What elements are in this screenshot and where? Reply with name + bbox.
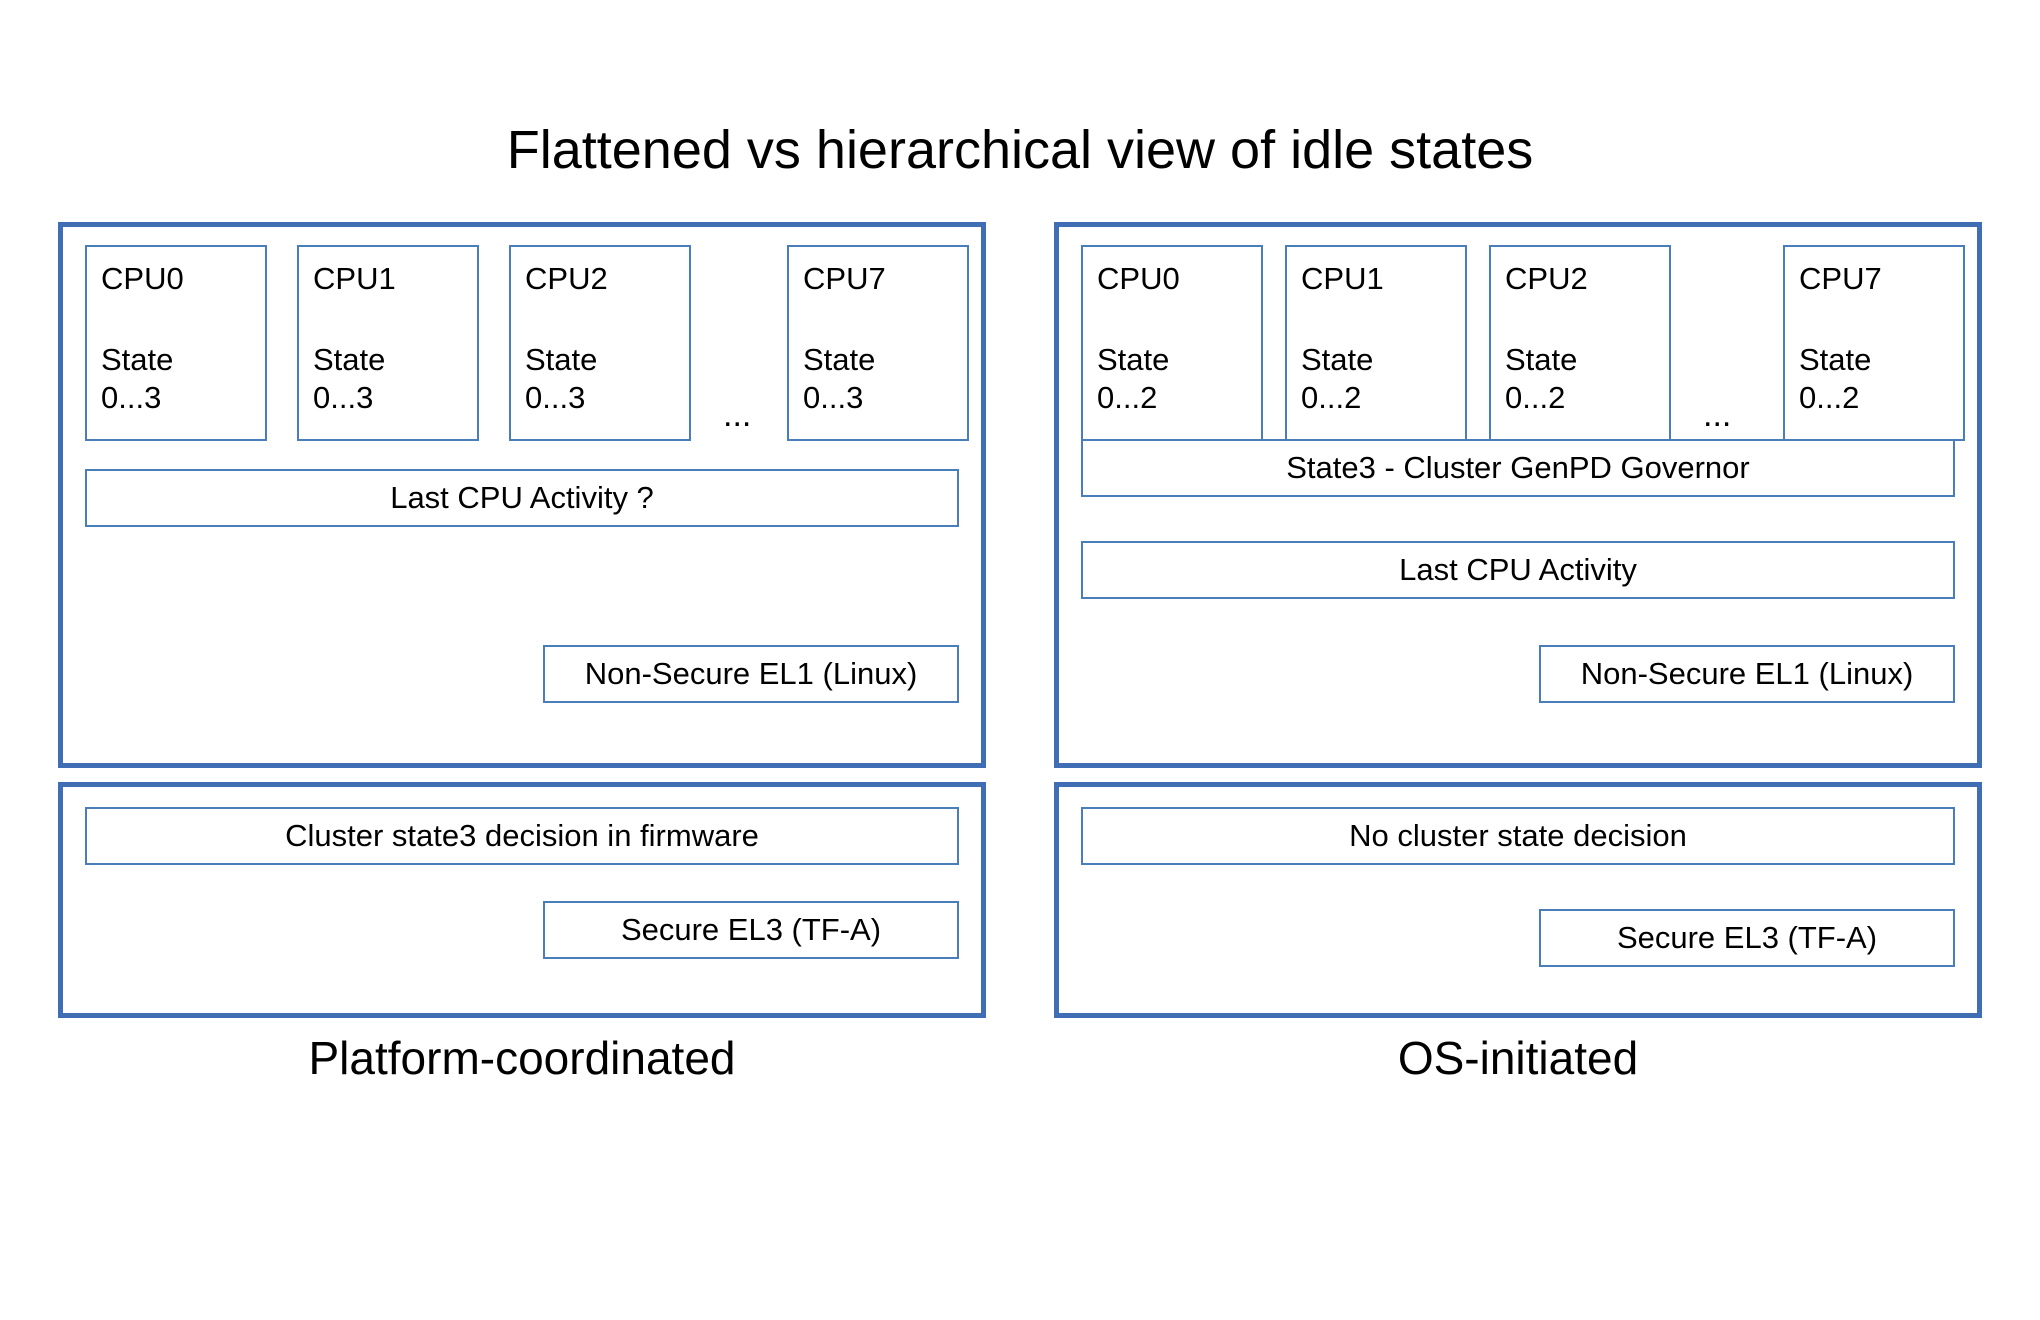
cpu-box-1-right bbox=[1285, 245, 1467, 441]
cpu-state-range: State 0...2 bbox=[1505, 342, 1578, 415]
cpu-label: CPU1 bbox=[313, 261, 396, 296]
exception-level-label-left-fw: Secure EL3 (TF-A) bbox=[543, 901, 959, 959]
cpu-state-range: State 0...3 bbox=[101, 342, 174, 415]
firmware-layer-box-right bbox=[1054, 782, 1982, 1018]
cpu-state-range: State 0...3 bbox=[313, 342, 386, 415]
cpu-label: CPU2 bbox=[525, 261, 608, 296]
no-cluster-decision-bar: No cluster state decision bbox=[1081, 807, 1955, 865]
cpu-state-range: State 0...3 bbox=[525, 342, 598, 415]
cpu-row-right bbox=[1081, 245, 1955, 441]
cpu-box-0-left bbox=[85, 245, 267, 441]
cpu-label: CPU2 bbox=[1505, 261, 1588, 296]
cpu-box-2-right bbox=[1489, 245, 1671, 441]
diagram-column-platform-coordinated bbox=[58, 222, 986, 1018]
cluster-genpd-governor-bar: State3 - Cluster GenPD Governor bbox=[1081, 439, 1955, 497]
cpu-state-range: State 0...3 bbox=[803, 342, 876, 415]
exception-level-label-right-fw: Secure EL3 (TF-A) bbox=[1539, 909, 1955, 967]
exception-level-label-right-os: Non-Secure EL1 (Linux) bbox=[1539, 645, 1955, 703]
cpu-label: CPU0 bbox=[101, 261, 184, 296]
os-layer-box-right bbox=[1054, 222, 1982, 768]
last-cpu-activity-bar-right: Last CPU Activity bbox=[1081, 541, 1955, 599]
cpu-label: CPU7 bbox=[803, 261, 886, 296]
cpu-box-2-left bbox=[509, 245, 691, 441]
last-cpu-activity-bar-left: Last CPU Activity ? bbox=[85, 469, 959, 527]
diagram-column-os-initiated bbox=[1054, 222, 1982, 1018]
cpu-label: CPU0 bbox=[1097, 261, 1180, 296]
cpu-label: CPU1 bbox=[1301, 261, 1384, 296]
cpu-box-0-right bbox=[1081, 245, 1263, 441]
caption-os-initiated: OS-initiated bbox=[1397, 1032, 1639, 1084]
os-layer-box-left bbox=[58, 222, 986, 768]
cpu-ellipsis-left: ... bbox=[723, 396, 752, 434]
cpu-box-7-right bbox=[1783, 245, 1965, 441]
cpu-state-range: State 0...2 bbox=[1799, 342, 1872, 415]
cpu-box-1-left bbox=[297, 245, 479, 441]
page-title: Flattened vs hierarchical view of idle states bbox=[506, 120, 1534, 180]
cpu-box-7-left bbox=[787, 245, 969, 441]
cluster-decision-bar-left: Cluster state3 decision in firmware bbox=[85, 807, 959, 865]
cpu-state-range: State 0...2 bbox=[1097, 342, 1170, 415]
exception-level-label-left-os: Non-Secure EL1 (Linux) bbox=[543, 645, 959, 703]
cpu-label: CPU7 bbox=[1799, 261, 1882, 296]
cpu-row-left bbox=[85, 245, 959, 441]
caption-platform-coordinated: Platform-coordinated bbox=[308, 1032, 736, 1084]
cpu-ellipsis-right: ... bbox=[1703, 396, 1732, 434]
cpu-state-range: State 0...2 bbox=[1301, 342, 1374, 415]
firmware-layer-box-left bbox=[58, 782, 986, 1018]
